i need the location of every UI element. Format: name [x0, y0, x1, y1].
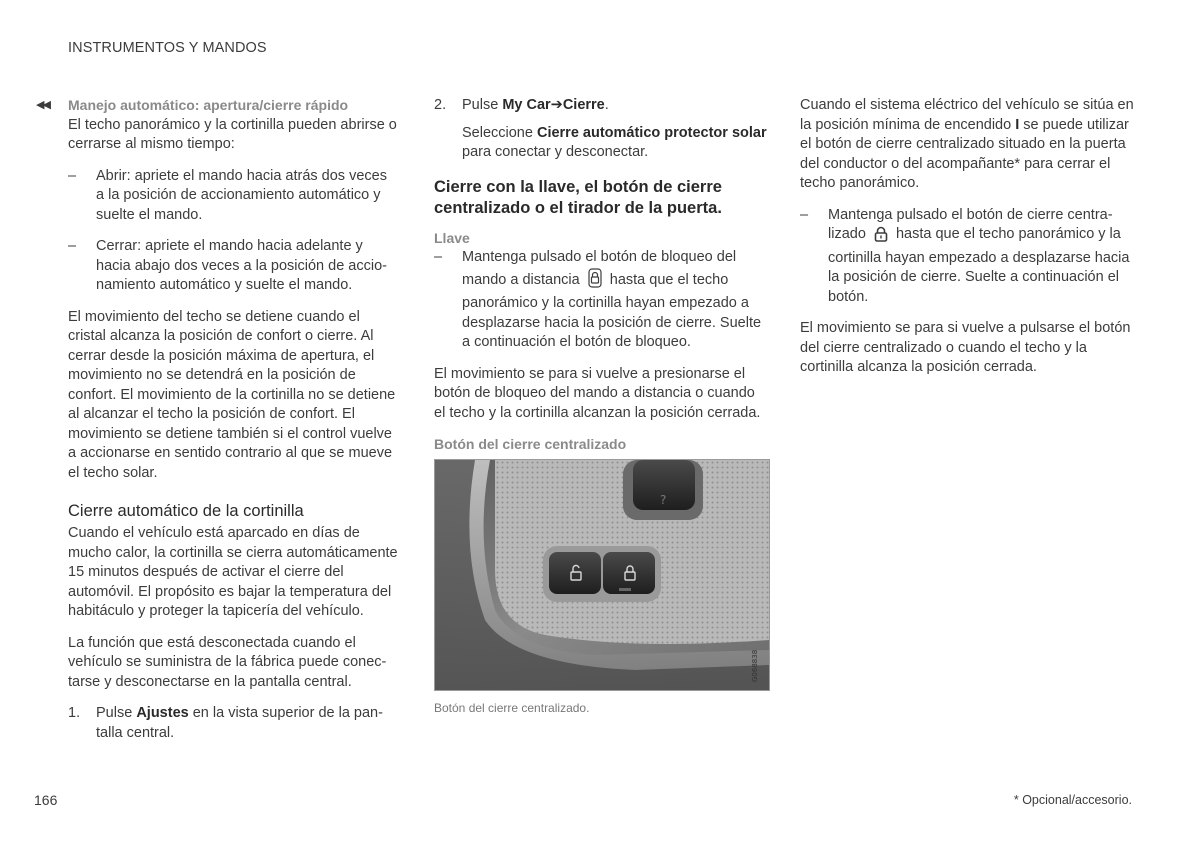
settings-label: Ajustes: [136, 705, 189, 721]
photo-caption: Botón del cierre centralizado.: [434, 700, 590, 715]
double-back-arrow-icon[interactable]: ◀◀: [36, 99, 49, 111]
ignition-text: Cuando el sistema eléctrico del vehículo se sitúa en la posición mínima de encendido: [800, 97, 1134, 133]
list-item-close-text: Cerrar: apriete el mando hacia adelante y hacia abajo dos veces a la posición de accionamiento automático y suelte el mando.: [96, 238, 387, 293]
list-item-key-text-end: hasta que el techo panorámico y la cortinilla hayan empezado a desplazarse hacia la posición de cierre. Suelte a continuación el botón de bloqueo.: [462, 271, 762, 350]
subheading-key: Llave: [434, 229, 470, 246]
column-left: [36, 96, 398, 753]
step-2-sub: [434, 124, 768, 163]
dash-bullet: –: [800, 206, 809, 223]
factory-setting-paragraph: La función que está desconectada cuando el vehículo se suministra de la fábrica puede conectarse y desconectarse en la pantalla central.: [68, 634, 387, 690]
list-item-open: [68, 167, 398, 226]
key-stop-paragraph: El movimiento se para si vuelve a presionarse el botón de bloqueo del mando a distancia o cuando el techo y la cortinilla alcanzan la posición cerrada.: [434, 365, 761, 421]
arrow-right-icon: ➔: [550, 97, 563, 113]
step-2-sub-text-end: para conectar y desconectar.: [462, 144, 649, 160]
svg-text:?: ?: [660, 492, 667, 507]
list-item-central-lock-text-end: hasta que el techo panorámico y la cortinilla hayan empezado a desplazarse hacia la posición de cierre. Suelte a continuación el botón.: [828, 226, 1130, 305]
step-2-sub-text: Seleccione: [462, 124, 537, 141]
image-code: G068838: [751, 649, 759, 682]
subheading-central-lock: Botón del cierre centralizado: [434, 436, 627, 452]
list-item-open-text: Abrir: apriete el mando hacia atrás dos veces a la posición de accionamiento automático y suelte el mando.: [96, 167, 387, 223]
ignition-text-end: se puede utilizar el botón de cierre centralizado situado en la puerta del conductor o del acompañante* para cerrar el techo panorámico.: [800, 116, 1129, 191]
list-item-key: [434, 248, 768, 353]
sunshade-option-label: Cierre automático protector solar: [536, 124, 767, 141]
footnote: * Opcional/accesorio.: [1013, 793, 1132, 807]
ignition-position-label: I: [1015, 116, 1020, 133]
central-lock-stop-paragraph: El movimiento se para si vuelve a pulsarse el botón del cierre centralizado o cuando el techo y la cortinilla alcanza la posición cerrada.: [800, 320, 1131, 375]
dash-bullet: –: [68, 238, 77, 254]
my-car-label: My Car: [502, 97, 551, 113]
step-1: [68, 704, 398, 743]
lock-menu-label: Cierre: [562, 97, 605, 113]
dash-bullet: –: [434, 249, 443, 265]
movement-paragraph: El movimiento del techo se detiene cuando el cristal alcanza la posición de confort o cierre. Al cerrar desde la posición máxima de apertura, el movimiento no se detendrá en la posición de confort. El movimiento de la cortinilla no se detiene al alcanzar el techo la posición de confort. El movimiento se detiene también si el control vuelve a accionarse en sentido contrario al que se mueve el techo solar.: [68, 308, 396, 481]
step-1-text: Pulse: [96, 705, 137, 721]
step-number: 2.: [434, 97, 447, 113]
list-item-key-text: Mantenga pulsado el botón de bloqueo del mando a distancia: [462, 249, 737, 288]
section-heading-key-lock: Cierre con la llave, el botón de cierre centralizado o el tirador de la puerta.: [434, 177, 722, 217]
column-middle: [434, 96, 768, 718]
subheading-automatic-operation: Manejo automático: apertura/cierre rápido: [68, 97, 349, 113]
intro-paragraph: El techo panorámico y la cortinilla pueden abrirse o cerrarse al mismo tiempo:: [68, 116, 397, 152]
step-1-text-end: en la vista superior de la pantalla central.: [96, 705, 383, 741]
list-item-central-lock-text: Mantenga pulsado el botón de cierre centralizado: [828, 206, 1113, 242]
central-lock-button-photo: [434, 459, 770, 691]
auto-close-paragraph: Cuando el vehículo está aparcado en días de mucho calor, la cortinilla se cierra automáticamente 15 minutos después de activar el cierre del automóvil. El propósito es bajar la temperatura del habitáculo y proteger la tapicería del vehículo.: [68, 525, 398, 619]
step-2-end: .: [604, 97, 609, 113]
step-2: [434, 96, 768, 116]
step-number: 1.: [68, 705, 81, 721]
page-number: 166: [34, 792, 58, 808]
section-heading-auto-close: Cierre automático de la cortinilla: [68, 502, 304, 520]
padlock-icon: [874, 226, 888, 249]
page-header: INSTRUMENTOS Y MANDOS: [68, 40, 267, 56]
remote-key-lock-icon: [588, 268, 602, 295]
list-item-central-lock: [800, 206, 1136, 308]
list-item-close: [68, 237, 398, 296]
step-2-text: Pulse: [462, 97, 503, 113]
dash-bullet: –: [68, 167, 77, 184]
ignition-paragraph: [800, 96, 1136, 194]
column-right: [800, 96, 1136, 390]
